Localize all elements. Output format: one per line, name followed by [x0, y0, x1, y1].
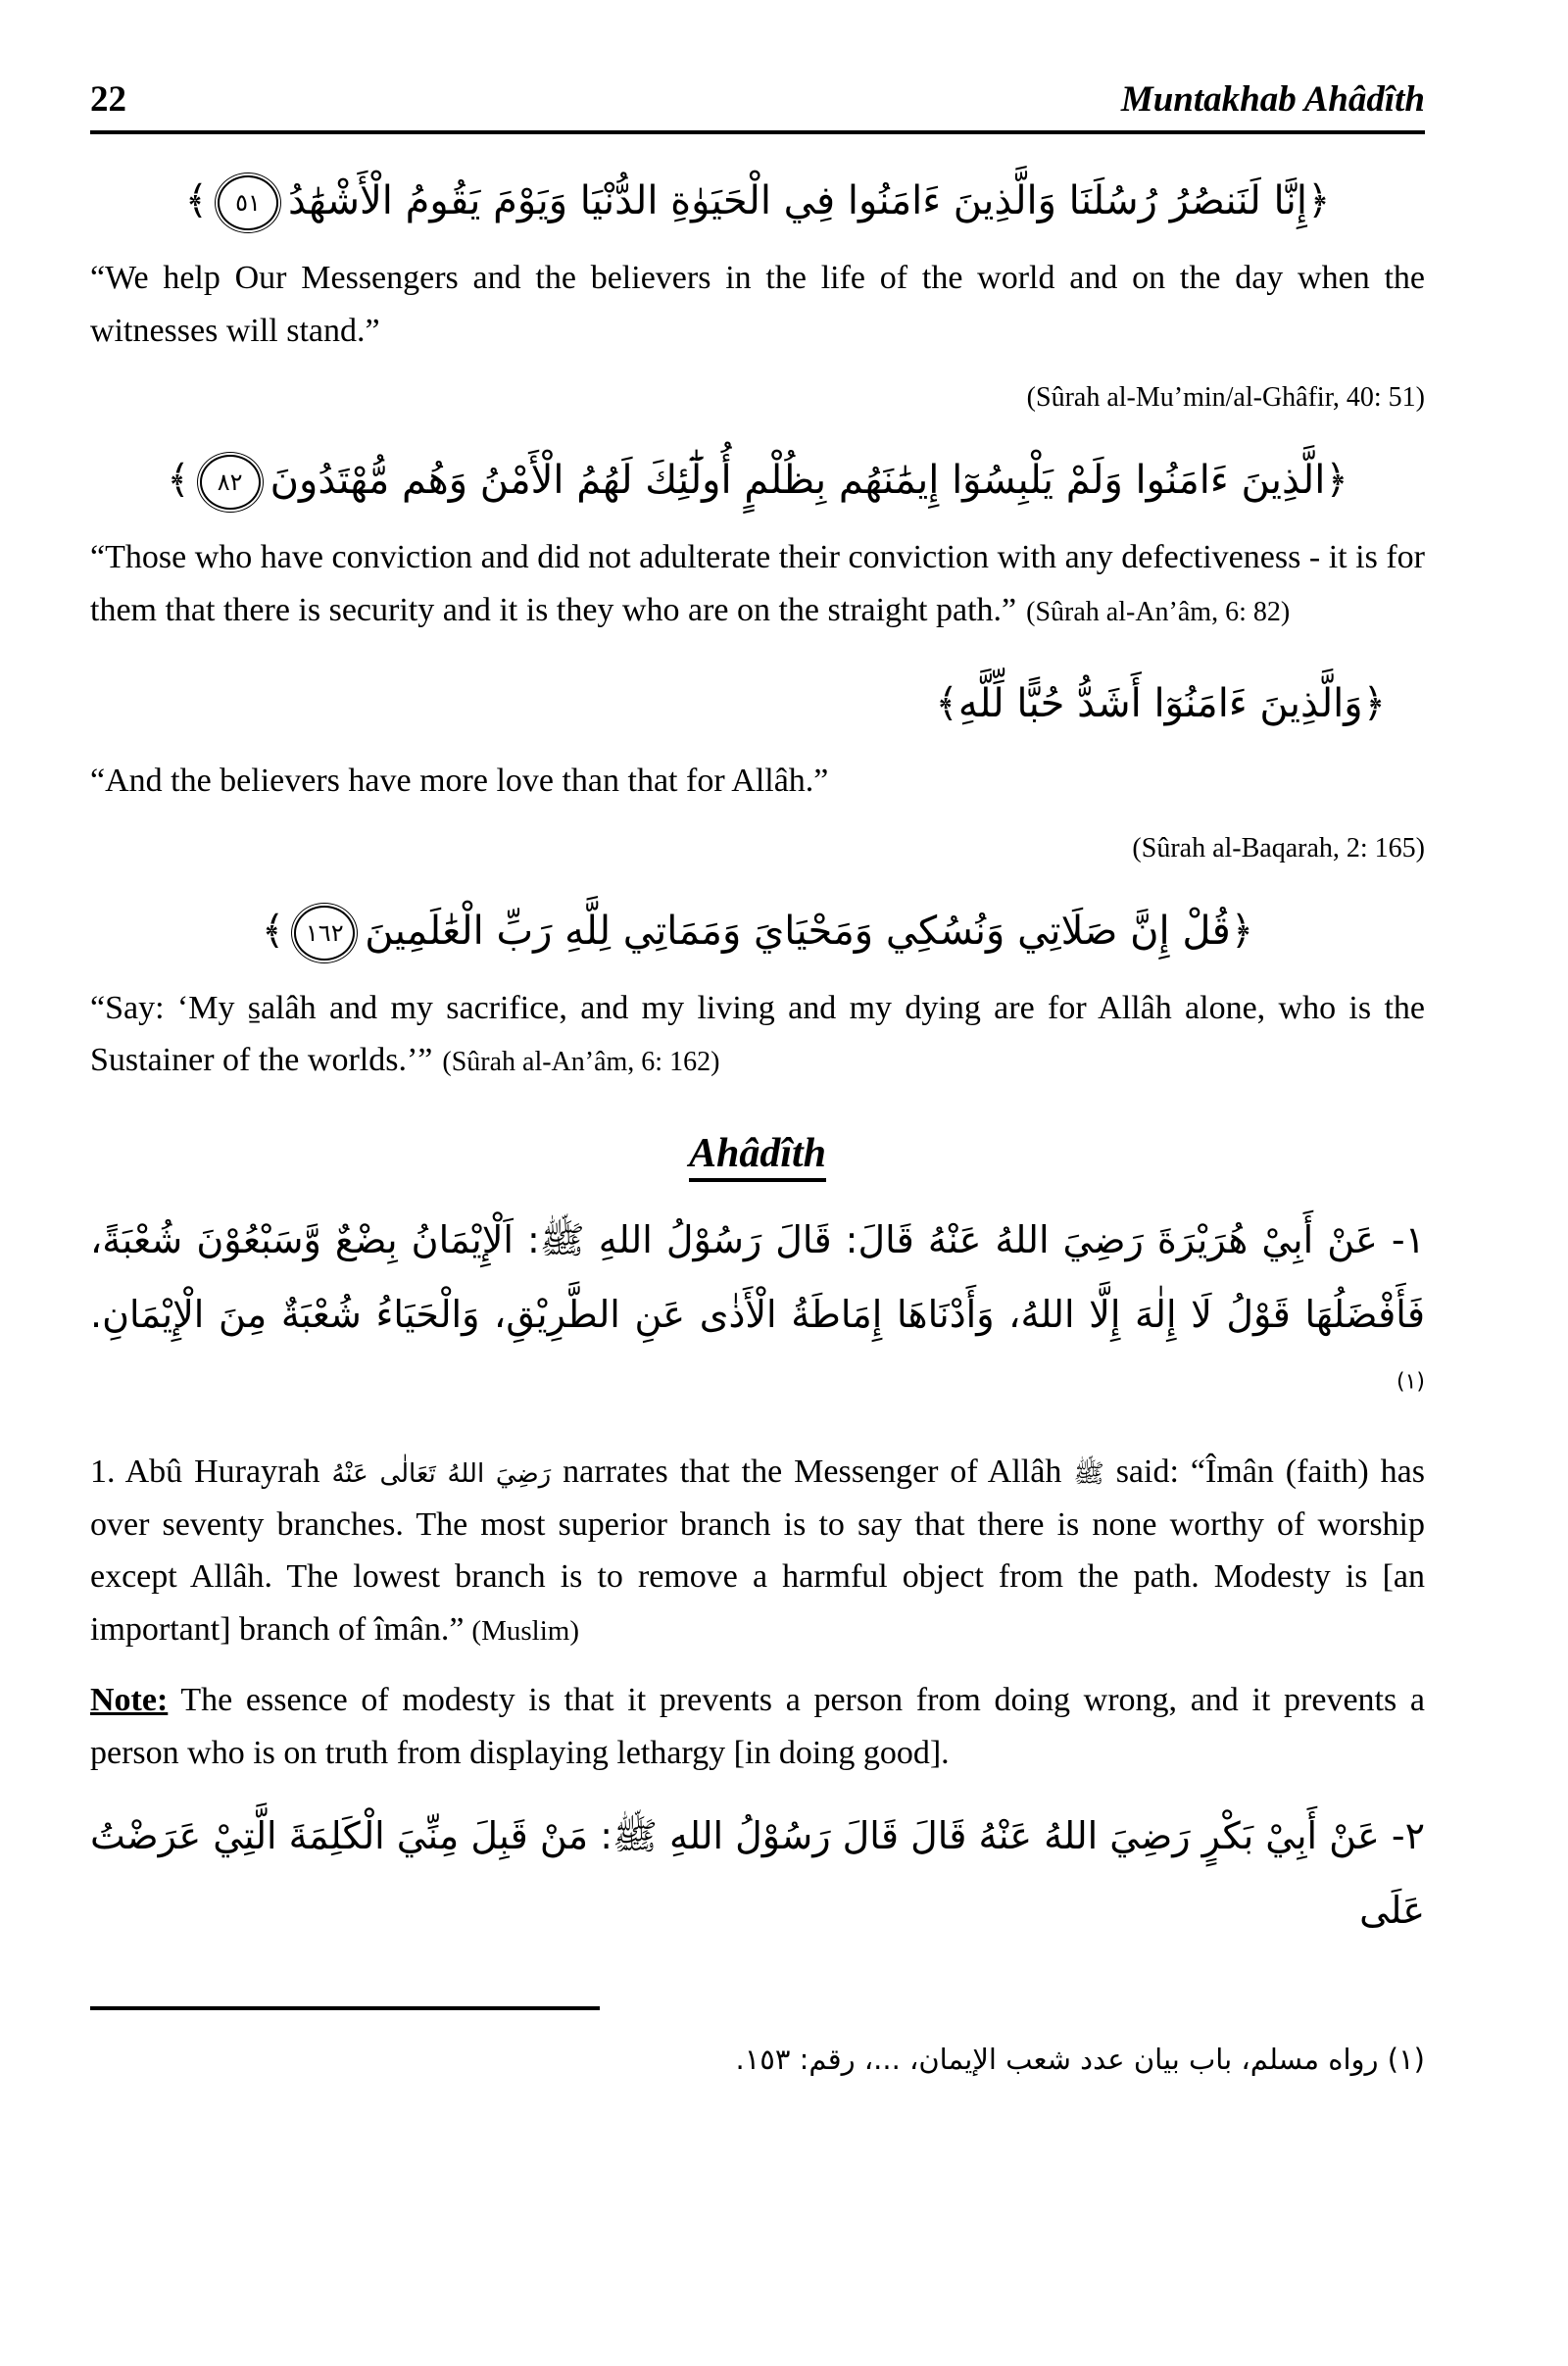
verse-1-citation: (Sûrah al-Mu’min/al-Ghâfir, 40: 51)	[1026, 382, 1425, 414]
hadith-2-arabic: ٢- عَنْ أَبِيْ بَكْرٍ رَضِيَ اللهُ عَنْهُ قَالَ قَالَ رَسُوْلُ اللهِ ﷺ: مَنْ قَبِلَ مِنِّيَ الْكَلِمَةَ الَّتِيْ عَرَضْتُ عَلَى	[90, 1814, 1425, 1933]
note-label: Note:	[90, 1681, 169, 1718]
verse-ornament-close: ﴾	[261, 908, 285, 954]
verse-4-citation: (Sûrah al-An’âm, 6: 162)	[442, 1047, 720, 1078]
hadith-1-arabic	[90, 1203, 1425, 1426]
quran-verse-1	[90, 168, 1425, 234]
verse-2-translation	[90, 531, 1425, 636]
hadith-1-en-seg3: said: “Îmân (faith) has over seventy branches. The most superior branch is to say that there is none worthy of worship except Allâh. The lowest branch is to remove a harmful object from the path. Modesty is [an important] branch of îmân.”	[90, 1454, 1426, 1649]
verse-2-citation: (Sûrah al-An’âm, 6: 82)	[1026, 597, 1291, 628]
section-heading-text: Ahâdîth	[689, 1131, 826, 1182]
quran-verse-4	[90, 898, 1425, 964]
verse-1-translation: “We help Our Messengers and the believers in the life of the world and on the day when the witnesses will stand.”	[90, 260, 1425, 349]
ayah-number-medallion: ٨٢	[200, 455, 261, 510]
verse-1-arabic: ﴿إِنَّا لَنَنصُرُ رُسُلَنَا وَالَّذِينَ ءَامَنُوا فِي الْحَيَوٰةِ الدُّنْيَا وَيَوْمَ يَقُومُ الْأَشْهَٰدُ	[288, 178, 1331, 223]
section-heading	[90, 1130, 1425, 1177]
verse-4-arabic: ﴿قُلْ إِنَّ صَلَاتِي وَنُسُكِي وَمَحْيَايَ وَمَمَاتِي لِلَّهِ رَبِّ الْعَٰلَمِينَ	[365, 908, 1254, 954]
hadith-1-english	[90, 1446, 1425, 1656]
hadith-1-en-seg1: 1. Abû Hurayrah	[90, 1454, 332, 1491]
quran-verse-3: ﴿وَالَّذِينَ ءَامَنُوٓا أَشَدُّ حُبًّا لِّلَّهِ﴾	[935, 680, 1386, 726]
pbuh-symbol: ﷺ	[1073, 1459, 1104, 1490]
verse-3-translation: “And the believers have more love than that for Allâh.”	[90, 762, 829, 799]
footnote-marker: (١)	[1396, 1369, 1425, 1395]
page-header	[90, 78, 1425, 134]
note-paragraph	[90, 1674, 1425, 1779]
verse-4-translation-text: “Say: ‘My s̱alâh and my sacrifice, and my living and my dying are for Allâh alone, who is the Sustainer of the worlds.’”	[90, 989, 1425, 1079]
hadith-1-source: (Muslim)	[471, 1615, 579, 1648]
ayah-number-medallion: ١٦٢	[294, 906, 355, 961]
verse-ornament-close: ﴾	[184, 178, 209, 223]
page-number: 22	[90, 79, 126, 120]
verse-ornament-close: ﴾	[167, 458, 190, 504]
ayah-number-medallion: ٥١	[218, 175, 278, 230]
verse-3-citation: (Sûrah al-Baqarah, 2: 165)	[1132, 832, 1425, 863]
narrator-honorific: رَضِيَ اللهُ تَعَالٰى عَنْهُ	[331, 1459, 552, 1490]
note-text: The essence of modesty is that it prevents a person from doing wrong, and it prevents a person who is on truth from displaying lethargy [in doing good].	[90, 1681, 1425, 1771]
verse-2-arabic: ﴿الَّذِينَ ءَامَنُوا وَلَمْ يَلْبِسُوٓا إِيمَٰنَهُم بِظُلْمٍ أُولَٰٓئِكَ لَهُمُ الْأَمْنُ وَهُم مُّهْتَدُونَ	[270, 458, 1348, 504]
footnote-divider	[90, 2006, 600, 2010]
hadith-1-arabic-text: ١- عَنْ أَبِيْ هُرَيْرَةَ رَضِيَ اللهُ عَنْهُ قَالَ: قَالَ رَسُوْلُ اللهِ ﷺ: اَلْإِيْمَانُ بِضْعٌ وَّسَبْعُوْنَ شُعْبَةً، فَأَفْضَلُهَا قَوْلُ لَا إِلٰهَ إِلَّا اللهُ، وَأَدْنَاهَا إِمَاطَةُ الْأَذٰى عَنِ الطَّرِيْقِ، وَالْحَيَاءُ شُعْبَةٌ مِنَ الْإِيْمَانِ.	[90, 1218, 1425, 1337]
verse-2-translation-text: “Those who have conviction and did not adulterate their conviction with any defectiveness - it is for them that there is security and it is they who are on the straight path.”	[90, 539, 1425, 629]
verse-4-translation	[90, 982, 1425, 1087]
quran-verse-2	[90, 447, 1425, 514]
footnote-text: (١) رواه مسلم، باب بيان عدد شعب الإيمان، ...، رقم: ١٥٣.	[735, 2043, 1425, 2077]
hadith-1-en-seg2: narrates that the Messenger of Allâh	[551, 1454, 1074, 1491]
book-title: Muntakhab Ahâdîth	[1120, 79, 1425, 120]
